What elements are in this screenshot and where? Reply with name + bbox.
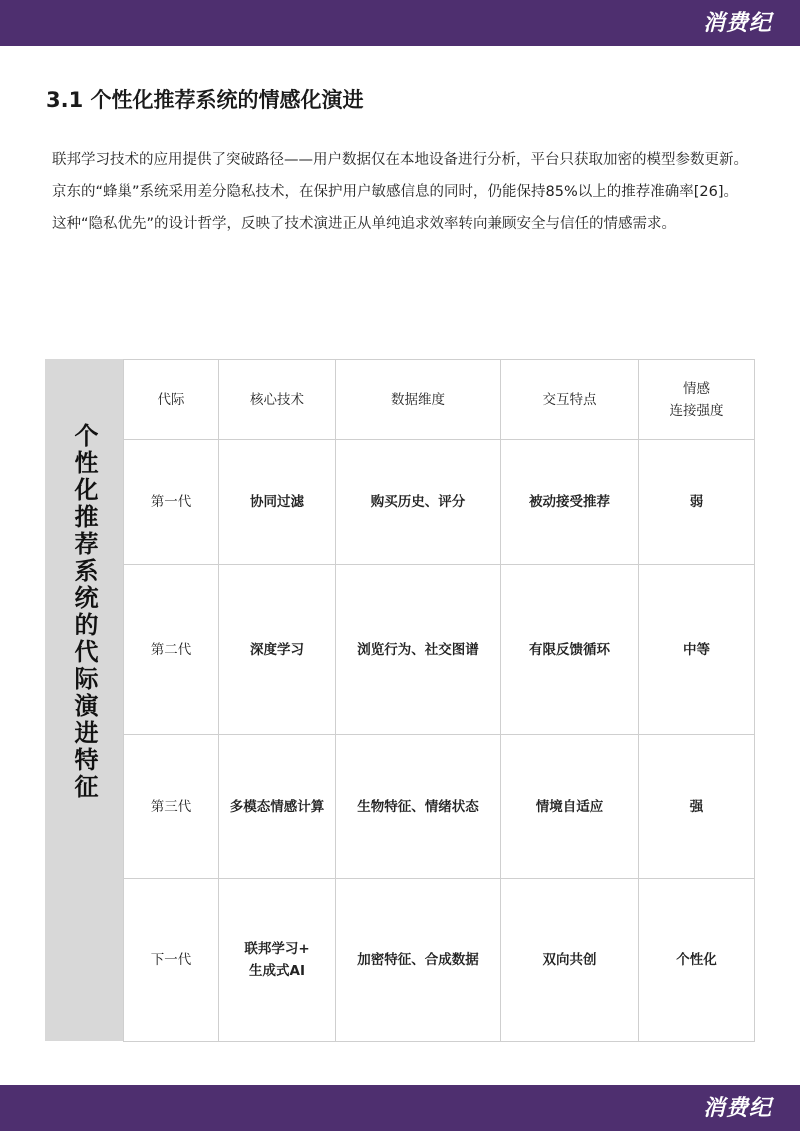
cell-generation: 下一代 bbox=[124, 879, 219, 1042]
header-emotion-strength: 情感 连接强度 bbox=[639, 360, 755, 440]
cell-generation: 第二代 bbox=[124, 565, 219, 735]
cell-core-tech: 多模态情感计算 bbox=[219, 735, 336, 879]
cell-data-dimension: 加密特征、合成数据 bbox=[336, 879, 501, 1042]
cell-generation: 第一代 bbox=[124, 440, 219, 565]
cell-interaction: 被动接受推荐 bbox=[501, 440, 639, 565]
cell-interaction: 情境自适应 bbox=[501, 735, 639, 879]
cell-data-dimension: 生物特征、情绪状态 bbox=[336, 735, 501, 879]
footer-bar bbox=[0, 1085, 800, 1131]
cell-core-tech: 联邦学习+ 生成式AI bbox=[219, 879, 336, 1042]
cell-emotion-strength: 中等 bbox=[639, 565, 755, 735]
cell-core-tech: 协同过滤 bbox=[219, 440, 336, 565]
generation-table-panel bbox=[45, 359, 754, 1041]
cell-emotion-strength: 个性化 bbox=[639, 879, 755, 1042]
brand-logo: 消费纪 bbox=[702, 10, 772, 36]
table-row bbox=[124, 440, 755, 565]
section-title: 3.1 个性化推荐系统的情感化演进 bbox=[46, 88, 364, 112]
paragraph-2: 京东的“蜂巢”系统采用差分隐私技术，在保护用户敏感信息的同时，仍能保持85%以上的推荐准确率[26]。这种“隐私优先”的设计哲学，反映了技术演进正从单纯追求效率转向兼顾安全与信任的情感需求。 bbox=[52, 184, 739, 232]
cell-core-tech: 深度学习 bbox=[219, 565, 336, 735]
header-generation: 代际 bbox=[124, 360, 219, 440]
header-bar bbox=[0, 0, 800, 46]
cell-interaction: 双向共创 bbox=[501, 879, 639, 1042]
table-row bbox=[124, 735, 755, 879]
side-title-text: 个性化推荐系统的代际演进特征 bbox=[70, 423, 98, 801]
table-row bbox=[124, 565, 755, 735]
cell-emotion-strength: 弱 bbox=[639, 440, 755, 565]
cell-data-dimension: 浏览行为、社交图谱 bbox=[336, 565, 501, 735]
cell-data-dimension: 购买历史、评分 bbox=[336, 440, 501, 565]
table-side-title bbox=[45, 359, 123, 1041]
header-data-dimension: 数据维度 bbox=[336, 360, 501, 440]
header-interaction: 交互特点 bbox=[501, 360, 639, 440]
paragraph-1: 联邦学习技术的应用提供了突破路径——用户数据仅在本地设备进行分析，平台只获取加密的模型参数更新。 bbox=[52, 152, 748, 168]
header-core-tech: 核心技术 bbox=[219, 360, 336, 440]
table-row bbox=[124, 879, 755, 1042]
generation-table bbox=[123, 359, 755, 1042]
footer-logo: 消费纪 bbox=[702, 1095, 772, 1121]
table-header-row bbox=[124, 360, 755, 440]
cell-generation: 第三代 bbox=[124, 735, 219, 879]
body-text bbox=[52, 144, 752, 240]
cell-interaction: 有限反馈循环 bbox=[501, 565, 639, 735]
cell-emotion-strength: 强 bbox=[639, 735, 755, 879]
